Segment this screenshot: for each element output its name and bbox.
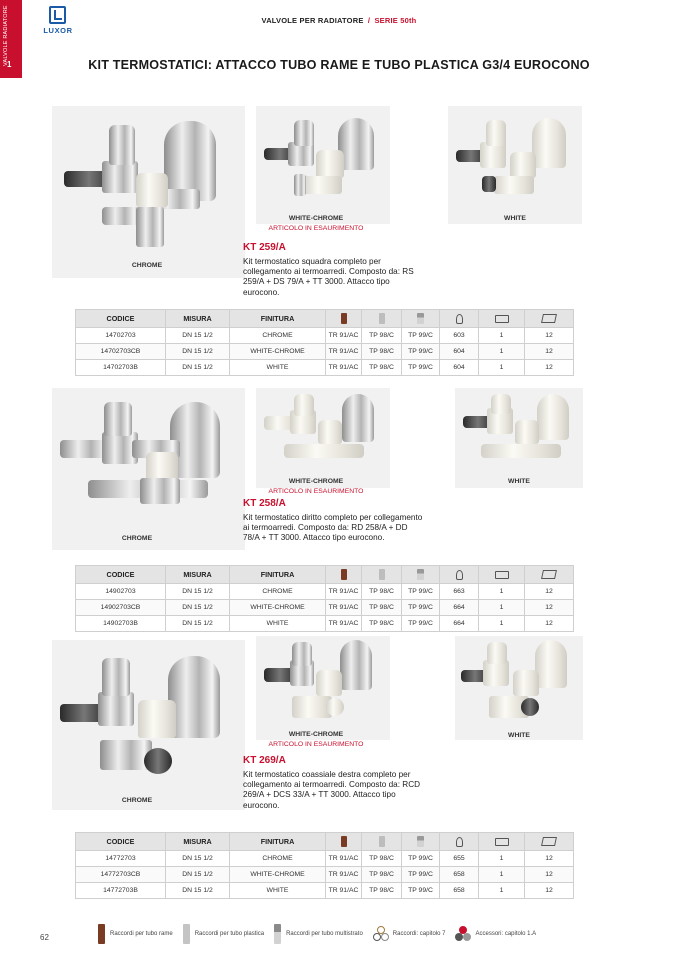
cell-peso: 658 xyxy=(440,867,479,883)
plastic-fitting-icon xyxy=(379,569,385,580)
cell-multistrato: TP 99/C xyxy=(402,328,440,344)
page-number: 62 xyxy=(40,933,49,942)
cell-rame: TR 91/AC xyxy=(326,328,362,344)
table-header-row xyxy=(76,566,574,584)
table-row xyxy=(76,600,574,616)
col-header-misura: MISURA xyxy=(166,833,230,851)
legend-label: Raccordi per tubo rame xyxy=(110,931,173,937)
accessories-chapter-icon xyxy=(455,926,471,942)
cell-finitura: CHROME xyxy=(230,584,326,600)
table-header-row xyxy=(76,310,574,328)
valve-illustration xyxy=(264,394,384,476)
cell-conf: 1 xyxy=(479,600,525,616)
copper-fitting-icon xyxy=(341,569,347,580)
cell-rame: TR 91/AC xyxy=(326,851,362,867)
cell-misura: DN 15 1/2 xyxy=(166,584,230,600)
cell-imb: 12 xyxy=(525,328,574,344)
discontinued-note: ARTICOLO IN ESAURIMENTO xyxy=(268,488,364,495)
cell-rame: TR 91/AC xyxy=(326,344,362,360)
cell-plastica: TP 98/C xyxy=(362,851,402,867)
cell-multistrato: TP 99/C xyxy=(402,851,440,867)
cell-finitura: WHITE-CHROME xyxy=(230,344,326,360)
multilayer-fitting-icon xyxy=(274,924,281,944)
col-header-misura: MISURA xyxy=(166,310,230,328)
product-table xyxy=(75,565,574,632)
cell-rame: TR 91/AC xyxy=(326,867,362,883)
cell-codice: 14772703B xyxy=(76,883,166,899)
valve-illustration xyxy=(264,640,384,730)
cell-multistrato: TP 99/C xyxy=(402,344,440,360)
photo-label-chrome: CHROME xyxy=(121,797,153,804)
cell-imb: 12 xyxy=(525,600,574,616)
cell-plastica: TP 98/C xyxy=(362,883,402,899)
cell-finitura: WHITE xyxy=(230,883,326,899)
cell-multistrato: TP 99/C xyxy=(402,883,440,899)
valve-illustration xyxy=(461,640,579,730)
brand-logo-text: LUXOR xyxy=(43,26,73,35)
cell-codice: 14772703CB xyxy=(76,867,166,883)
cell-peso: 604 xyxy=(440,344,479,360)
table-row xyxy=(76,616,574,632)
cell-conf: 1 xyxy=(479,344,525,360)
photo-label-white: WHITE xyxy=(504,215,526,222)
cell-finitura: WHITE-CHROME xyxy=(230,600,326,616)
cell-misura: DN 15 1/2 xyxy=(166,883,230,899)
photo-label-chrome: CHROME xyxy=(131,262,163,269)
table-row xyxy=(76,328,574,344)
cell-multistrato: TP 99/C xyxy=(402,867,440,883)
valve-illustration xyxy=(264,118,384,208)
copper-fitting-icon xyxy=(341,313,347,324)
photo-label-white-chrome: WHITE-CHROME xyxy=(288,731,344,738)
chapter-tab-label: VALVOLE RADIATORE xyxy=(3,5,9,66)
cell-imb: 12 xyxy=(525,344,574,360)
cell-imb: 12 xyxy=(525,584,574,600)
product-table xyxy=(75,309,574,376)
cell-conf: 1 xyxy=(479,360,525,376)
cell-plastica: TP 98/C xyxy=(362,360,402,376)
product-photo-white xyxy=(455,388,583,488)
copper-fitting-icon xyxy=(341,836,347,847)
cell-rame: TR 91/AC xyxy=(326,584,362,600)
col-header-finitura: FINITURA xyxy=(230,310,326,328)
cell-plastica: TP 98/C xyxy=(362,344,402,360)
valve-illustration xyxy=(60,656,236,796)
cell-rame: TR 91/AC xyxy=(326,360,362,376)
plastic-fitting-icon xyxy=(183,924,190,944)
cell-peso: 604 xyxy=(440,360,479,376)
photo-label-white-chrome: WHITE-CHROME xyxy=(288,478,344,485)
product-description: Kit termostatico diritto completo per collegamento ai termoarredi. Composto da: RD 258/A + DD 78/A + TT 3000. Attacco tipo eurocono. xyxy=(243,513,423,543)
table-row xyxy=(76,867,574,883)
product-photo-white xyxy=(448,106,582,224)
product-photo-white-chrome xyxy=(256,106,390,224)
pack-icon xyxy=(495,315,509,323)
cell-misura: DN 15 1/2 xyxy=(166,328,230,344)
cell-finitura: CHROME xyxy=(230,328,326,344)
product-code: KT 258/A xyxy=(243,498,286,509)
product-description: Kit termostatico coassiale destra completo per collegamento ai termoarredi. Composto da: RCD 269/A + DCS 33/A + TT 3000. Attacco tipo eurocono. xyxy=(243,770,421,810)
weight-icon xyxy=(456,837,463,847)
photo-label-white-chrome: WHITE-CHROME xyxy=(288,215,344,222)
table-row xyxy=(76,344,574,360)
legend-item xyxy=(183,924,264,944)
product-photo-chrome xyxy=(52,106,245,278)
table-row xyxy=(76,883,574,899)
cell-codice: 14902703CB xyxy=(76,600,166,616)
photo-label-white: WHITE xyxy=(508,478,530,485)
valve-illustration xyxy=(60,402,236,532)
legend-label: Raccordi: capitolo 7 xyxy=(392,931,446,937)
multilayer-fitting-icon xyxy=(417,313,424,324)
product-description: Kit termostatico squadra completo per collegamento ai termoarredi. Composto da: RS 259/A + DS 79/A + TT 3000. Attacco tipo eurocono. xyxy=(243,257,414,297)
cell-peso: 655 xyxy=(440,851,479,867)
box-icon xyxy=(541,570,557,579)
cell-peso: 658 xyxy=(440,883,479,899)
cell-conf: 1 xyxy=(479,616,525,632)
photo-label-white: WHITE xyxy=(508,732,530,739)
cell-multistrato: TP 99/C xyxy=(402,360,440,376)
cell-multistrato: TP 99/C xyxy=(402,600,440,616)
weight-icon xyxy=(456,314,463,324)
product-photo-white-chrome xyxy=(256,388,390,488)
cell-multistrato: TP 99/C xyxy=(402,584,440,600)
cell-peso: 663 xyxy=(440,584,479,600)
multilayer-fitting-icon xyxy=(417,836,424,847)
chapter-tab-number: 1 xyxy=(7,60,12,69)
product-photo-white xyxy=(455,636,583,740)
table-row xyxy=(76,851,574,867)
cell-finitura: CHROME xyxy=(230,851,326,867)
discontinued-note: ARTICOLO IN ESAURIMENTO xyxy=(268,225,364,232)
cell-imb: 12 xyxy=(525,360,574,376)
cell-misura: DN 15 1/2 xyxy=(166,867,230,883)
cell-misura: DN 15 1/2 xyxy=(166,360,230,376)
col-header-codice: CODICE xyxy=(76,833,166,851)
cell-plastica: TP 98/C xyxy=(362,616,402,632)
legend-item xyxy=(373,926,446,942)
col-header-codice: CODICE xyxy=(76,310,166,328)
cell-imb: 12 xyxy=(525,883,574,899)
cell-plastica: TP 98/C xyxy=(362,584,402,600)
cell-misura: DN 15 1/2 xyxy=(166,851,230,867)
legend-label: Accessori: capitolo 1.A xyxy=(475,931,537,937)
product-photo-chrome xyxy=(52,640,245,810)
col-header-misura: MISURA xyxy=(166,566,230,584)
product-table xyxy=(75,832,574,899)
cell-finitura: WHITE xyxy=(230,616,326,632)
col-header-finitura: FINITURA xyxy=(230,566,326,584)
cell-multistrato: TP 99/C xyxy=(402,616,440,632)
cell-codice: 14772703 xyxy=(76,851,166,867)
header-separator: / xyxy=(367,16,371,25)
box-icon xyxy=(541,314,557,323)
weight-icon xyxy=(456,570,463,580)
table-row xyxy=(76,360,574,376)
cell-peso: 603 xyxy=(440,328,479,344)
header-series: SERIE 50th xyxy=(374,16,417,25)
product-code: KT 259/A xyxy=(243,242,286,253)
table-row xyxy=(76,584,574,600)
cell-misura: DN 15 1/2 xyxy=(166,600,230,616)
cell-codice: 14902703B xyxy=(76,616,166,632)
cell-rame: TR 91/AC xyxy=(326,616,362,632)
valve-illustration xyxy=(463,394,579,476)
cell-peso: 664 xyxy=(440,616,479,632)
col-header-finitura: FINITURA xyxy=(230,833,326,851)
cell-peso: 664 xyxy=(440,600,479,616)
cell-conf: 1 xyxy=(479,867,525,883)
cell-codice: 14902703 xyxy=(76,584,166,600)
cell-imb: 12 xyxy=(525,867,574,883)
cell-conf: 1 xyxy=(479,883,525,899)
fittings-chapter-icon xyxy=(373,926,389,942)
box-icon xyxy=(541,837,557,846)
plastic-fitting-icon xyxy=(379,313,385,324)
header-category: VALVOLE PER RADIATORE xyxy=(261,16,364,25)
pack-icon xyxy=(495,571,509,579)
legend-label: Raccordi per tubo plastica xyxy=(194,931,265,937)
multilayer-fitting-icon xyxy=(417,569,424,580)
cell-conf: 1 xyxy=(479,584,525,600)
legend-item xyxy=(274,924,363,944)
product-photo-chrome xyxy=(52,388,245,550)
cell-conf: 1 xyxy=(479,851,525,867)
cell-finitura: WHITE xyxy=(230,360,326,376)
cell-plastica: TP 98/C xyxy=(362,328,402,344)
table-header-row xyxy=(76,833,574,851)
page-header xyxy=(0,16,678,25)
copper-fitting-icon xyxy=(98,924,105,944)
cell-imb: 12 xyxy=(525,616,574,632)
plastic-fitting-icon xyxy=(379,836,385,847)
footer-legend xyxy=(98,924,546,944)
cell-conf: 1 xyxy=(479,328,525,344)
cell-finitura: WHITE-CHROME xyxy=(230,867,326,883)
cell-misura: DN 15 1/2 xyxy=(166,616,230,632)
discontinued-note: ARTICOLO IN ESAURIMENTO xyxy=(268,741,364,748)
valve-illustration xyxy=(62,121,232,266)
cell-rame: TR 91/AC xyxy=(326,883,362,899)
product-photo-white-chrome xyxy=(256,636,390,740)
cell-plastica: TP 98/C xyxy=(362,867,402,883)
cell-codice: 14702703 xyxy=(76,328,166,344)
legend-label: Raccordi per tubo multistrato xyxy=(286,931,363,937)
cell-misura: DN 15 1/2 xyxy=(166,344,230,360)
product-code: KT 269/A xyxy=(243,755,286,766)
cell-codice: 14702703CB xyxy=(76,344,166,360)
legend-item xyxy=(455,926,536,942)
col-header-codice: CODICE xyxy=(76,566,166,584)
cell-rame: TR 91/AC xyxy=(326,600,362,616)
legend-item xyxy=(98,924,173,944)
cell-plastica: TP 98/C xyxy=(362,600,402,616)
pack-icon xyxy=(495,838,509,846)
cell-imb: 12 xyxy=(525,851,574,867)
cell-codice: 14702703B xyxy=(76,360,166,376)
valve-illustration xyxy=(456,118,576,208)
photo-label-chrome: CHROME xyxy=(121,535,153,542)
page-title: KIT TERMOSTATICI: ATTACCO TUBO RAME E TUBO PLASTICA G3/4 EUROCONO xyxy=(88,58,590,72)
